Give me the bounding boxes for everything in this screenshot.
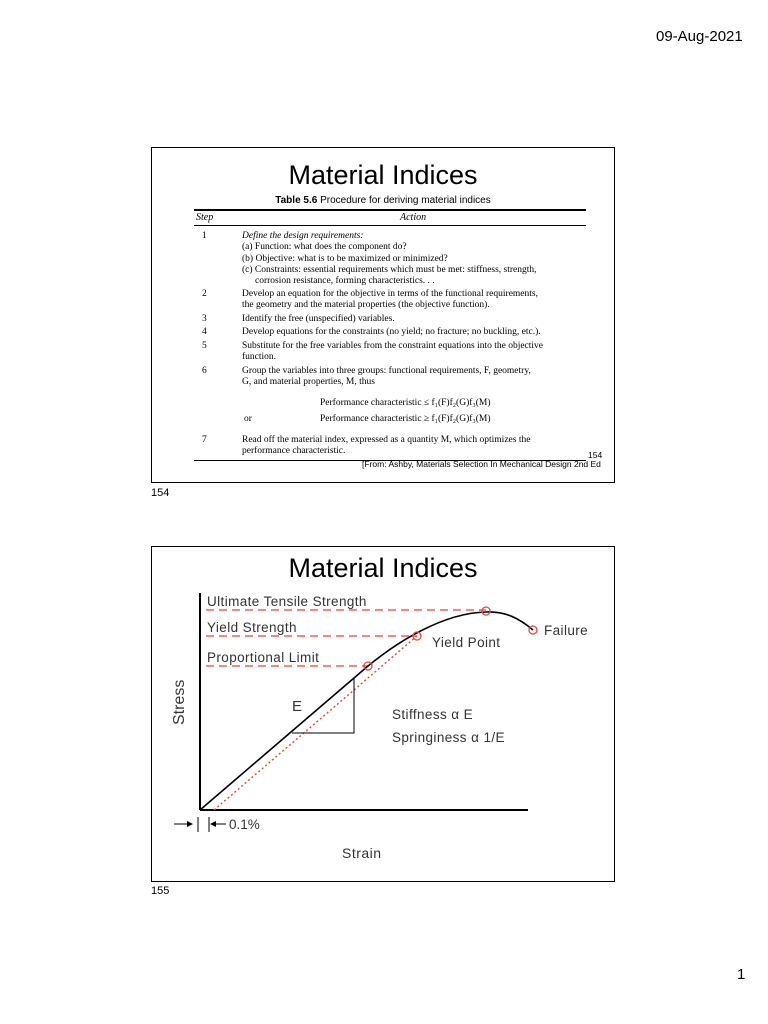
table-top-rule [194,209,586,211]
slide-title: Material Indices [288,160,478,190]
offset-label: 0.1% [229,817,260,832]
step-5-text [242,341,592,364]
step-number: 3 [202,314,207,324]
proportional-limit-label: Proportional Limit [207,650,320,665]
slide-title: Material Indices [288,553,478,583]
step-7-text [242,435,592,458]
yield-strength-label: Yield Strength [207,620,297,635]
column-header-step: Step [196,212,214,223]
step-line: Develop an equation for the objective in terms of the functional requirements, [242,289,538,299]
uts-marker [482,607,490,615]
table-header-rule [194,225,586,226]
y-axis-label: Stress [171,679,188,725]
step-line: the geometry and the material properties (the objective function). [242,300,490,311]
step-number: 1 [202,231,207,241]
equation-lower: Performance characteristic ≥ f₁(F)f₂(G)f₃(M) [320,414,491,424]
step-number: 7 [202,435,207,445]
step-line: (c) Constraints: essential requirements which must be met: stiffness, strength, [242,264,537,275]
stiffness-label: Stiffness α E [392,707,474,722]
slide-154 [151,147,615,483]
step-line: corrosion resistance, forming characteristics. . . [255,276,435,287]
step-line: Define the design requirements: [242,231,364,241]
step-number: 6 [202,366,207,376]
step-6-text [242,366,592,389]
slide-155 [151,546,615,882]
table-caption [152,195,614,206]
step-line: Read off the material index, expressed as a quantity M, which optimizes the [242,435,531,445]
table-caption-label: Table 5.6 [275,195,318,206]
header-date: 09-Aug-2021 [656,28,743,45]
failure-label: Failure [544,623,589,638]
equation-upper: Performance characteristic ≤ f₁(F)f₂(G)f₃(M) [320,398,491,408]
step-line: function. [242,352,277,363]
step-line: (a) Function: what does the component do? [242,242,407,253]
table-caption-text: Procedure for deriving material indices [320,195,491,206]
slide-number-154: 154 [151,487,170,499]
step-1-text [242,231,592,287]
step-line: Substitute for the free variables from the constraint equations into the objective [242,341,544,351]
step-number: 5 [202,341,207,351]
step-line: performance characteristic. [242,446,346,457]
step-line: Group the variables into three groups: functional requirements, F, geometry, [242,366,531,376]
springiness-label: Springiness α 1/E [392,730,505,745]
offset-arrowhead-left [187,821,193,827]
step-line: G, and material properties, M, thus [242,377,375,388]
step-3-text: Identify the free (unspecified) variables. [242,314,395,324]
modulus-label: E [292,698,303,715]
slide-number-155: 155 [151,885,170,897]
step-number: 4 [202,327,207,337]
column-header-action: Action [400,212,427,223]
x-axis-label: Strain [342,845,382,861]
step-2-text [242,289,592,312]
uts-label: Ultimate Tensile Strength [207,594,367,609]
source-credit: [From: Ashby, Materials Selection In Mechanical Design 2nd Ed [362,459,601,469]
page-number: 1 [737,966,746,983]
step-4-text: Develop equations for the constraints (no yield; no fracture; no buckling, etc.). [242,327,541,337]
equation-or: or [244,414,252,424]
stress-strain-diagram [152,547,614,881]
offset-arrowhead-right [210,821,216,827]
inner-slide-number: 154 [588,450,603,460]
step-line: (b) Objective: what is to be maximized or minimized? [242,253,448,264]
yield-point-label: Yield Point [432,635,501,650]
step-number: 2 [202,289,207,299]
